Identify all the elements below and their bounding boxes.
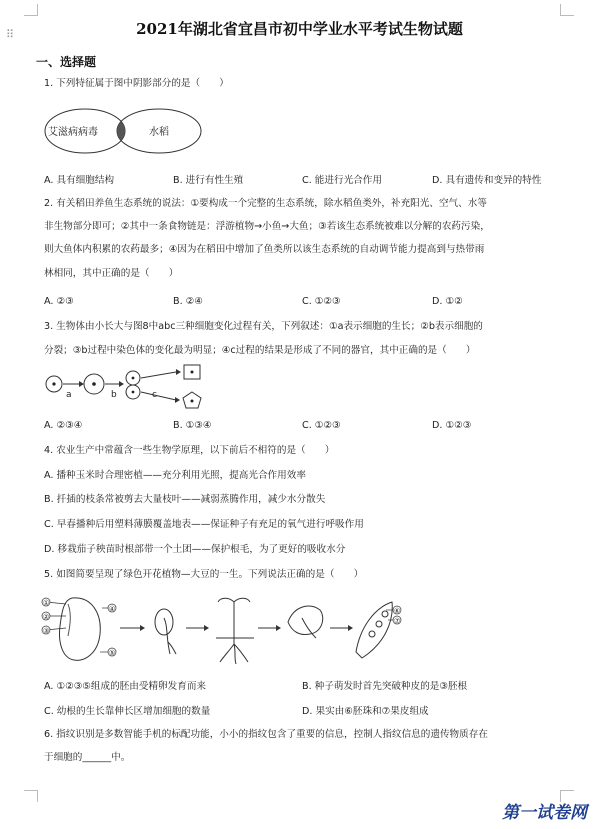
label-a: a: [66, 390, 72, 400]
label-7: ⑦: [394, 617, 401, 625]
label-2: ②: [43, 613, 50, 621]
label-1: ①: [43, 599, 50, 607]
q5-option-b: B. 种子萌发时首先突破种皮的是③胚根: [302, 681, 468, 692]
crop-mark: [24, 790, 38, 791]
q3-option-c: C. ①②③: [302, 420, 341, 431]
question-6-line: 于细胞的______中。: [44, 752, 131, 763]
question-3-line: 分裂；③b过程中染色体的变化最为明显；④c过程的结果是形成了不同的器官，其中正确的是（ ）: [44, 345, 476, 356]
q5-option-a: A. ①②③⑤组成的胚由受精卵发育而来: [44, 681, 207, 692]
q3-option-b: B. ①③④: [173, 420, 212, 431]
label-3: ③: [43, 627, 50, 635]
q2-option-a: A. ②③: [44, 296, 74, 307]
question-2-line: 非生物部分即可；②其中一条食物链是：浮游植物→小鱼→大鱼；③若该生态系统被难以分解的农药污染，: [44, 221, 490, 232]
seedling-illustration: [218, 598, 250, 664]
question-5-stem: 5. 如图简要呈现了绿色开花植物—大豆的一生。下列说法正确的是（ ）: [44, 569, 364, 580]
q1-option-b: B. 进行有性生殖: [173, 175, 244, 186]
q5-option-d: D. 果实由⑥胚珠和⑦果皮组成: [302, 706, 429, 717]
drag-handle-icon[interactable]: ⠿: [6, 28, 14, 41]
crop-mark: [560, 790, 574, 791]
crop-mark: [24, 15, 38, 16]
q4-option-d: D. 移栽茄子秧苗时根部带一个土团——保护根毛，为了更好的吸收水分: [44, 544, 346, 555]
question-2-line: 则大鱼体内积累的农药最多；④因为在稻田中增加了鱼类所以该生态系统的自动调节能力提高到与热带雨: [44, 244, 485, 255]
question-6-line: 6. 指纹识别是多数智能手机的标配功能，小小的指纹包含了重要的信息，控制人指纹信息的遗传物质存在: [44, 729, 488, 740]
q4-option-a: A. 播种玉米时合理密植——充分利用光照，提高光合作用效率: [44, 470, 306, 481]
crop-mark: [37, 790, 38, 802]
q3-option-a: A. ②③④: [44, 420, 83, 431]
venn-diagram: [44, 106, 204, 156]
q5-option-c: C. 幼根的生长靠伸长区增加细胞的数量: [44, 706, 211, 717]
crop-mark: [560, 15, 574, 16]
flower-illustration: [288, 606, 323, 638]
question-2-line: 林相同，其中正确的是（ ）: [44, 268, 179, 279]
q4-option-b: B. 扦插的枝条常被剪去大量枝叶——减弱蒸腾作用，减少水分散失: [44, 494, 326, 505]
germinating-seed-illustration: [155, 609, 173, 635]
label-5: ⑤: [109, 649, 116, 657]
question-4-stem: 4. 农业生产中常蕴含一些生物学原理，以下前后不相符的是（ ）: [44, 445, 335, 456]
q3-option-d: D. ①②③: [432, 420, 472, 431]
label-c: c: [152, 390, 157, 400]
q1-option-a: A. 具有细胞结构: [44, 175, 115, 186]
q1-option-c: C. 能进行光合作用: [302, 175, 382, 186]
q2-option-b: B. ②④: [173, 296, 203, 307]
crop-mark: [37, 4, 38, 16]
q2-option-d: D. ①②: [432, 296, 463, 307]
soybean-life-cycle-diagram: [44, 592, 404, 666]
label-6: ⑥: [394, 607, 401, 615]
label-b: b: [111, 390, 117, 400]
label-4: ④: [109, 605, 116, 613]
question-3-line: 3. 生物体由小长大与图8中abc三种细胞变化过程有关，下列叙述：①a表示细胞的生长；②b表示细胞的: [44, 321, 483, 332]
site-watermark: 第一试卷网: [502, 803, 587, 823]
question-1-stem: 1. 下列特征属于图中阴影部分的是（ ）: [44, 78, 229, 89]
pod-illustration: [356, 602, 392, 658]
venn-left-label: 艾滋病病毒: [48, 127, 98, 138]
venn-right-label: 水稻: [149, 127, 169, 138]
q1-option-d: D. 具有遗传和变异的特性: [432, 175, 542, 186]
cell-change-diagram: [44, 364, 234, 412]
question-2-line: 2. 有关稻田养鱼生态系统的说法：①要构成一个完整的生态系统，除水稻鱼类外，补充阳光、空气、水等: [44, 198, 487, 209]
seed-illustration: [60, 598, 101, 660]
crop-mark: [560, 4, 561, 16]
q2-option-c: C. ①②③: [302, 296, 341, 307]
q4-option-c: C. 早春播种后用塑料薄膜覆盖地表——保证种子有充足的氧气进行呼吸作用: [44, 519, 364, 530]
page-title: 2021年湖北省宜昌市初中学业水平考试生物试题: [136, 20, 463, 38]
section-heading: 一、选择题: [36, 55, 97, 69]
